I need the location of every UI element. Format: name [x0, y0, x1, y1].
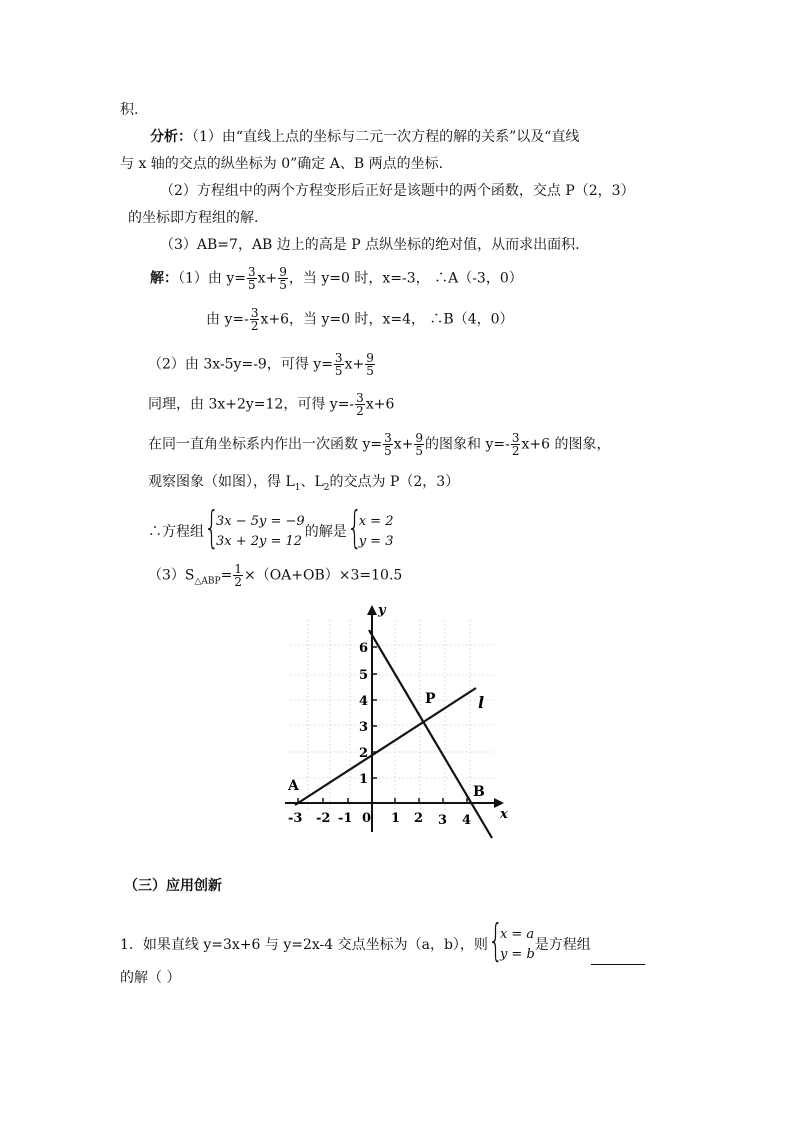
solution-4-mid1: x+ — [393, 436, 414, 453]
analysis-line-2: （2）方程组中的两个方程变形后正好是该题中的两个函数，交点 P（2，3） — [160, 183, 635, 199]
numerator: 3 — [248, 265, 256, 279]
denominator: 5 — [415, 444, 424, 458]
fraction — [511, 432, 521, 457]
x-tick-label: 1 — [391, 811, 401, 826]
equals-sign: = — [220, 567, 233, 584]
x-tick-label: 4 — [462, 813, 472, 828]
point-p-label: P — [425, 691, 436, 707]
solution-line-1b — [206, 307, 514, 332]
answer-blank[interactable] — [591, 950, 645, 965]
line-l-label: l — [478, 693, 485, 712]
solution-1b-prefix: 由 y=- — [206, 311, 249, 328]
solution-3-suffix: x+6 — [365, 396, 395, 413]
solution-x: x = 2 — [358, 514, 394, 529]
y-axis-label: y — [378, 603, 386, 618]
solution-7-prefix: （3）S — [148, 567, 195, 584]
solution-4-prefix: 在同一直角坐标系内作出一次函数 y= — [148, 436, 383, 453]
analysis-label: 分析： — [150, 129, 192, 145]
denominator: 2 — [250, 319, 259, 333]
y-tick-label: 6 — [359, 641, 369, 656]
x-tick-label: 3 — [438, 813, 448, 828]
question-system-y: y = b — [499, 947, 535, 962]
section-title: （三）应用创新 — [124, 878, 222, 894]
analysis-line-1 — [150, 127, 579, 147]
origin-label: 0 — [362, 811, 372, 826]
equation-system-label: ∴方程组 — [148, 524, 204, 540]
fraction — [414, 432, 424, 457]
line-l2 — [369, 630, 492, 838]
triangle-subscript: △ABP — [194, 576, 221, 587]
numerator: 3 — [250, 306, 259, 320]
solution-line-2 — [148, 352, 376, 377]
fraction — [233, 563, 243, 588]
question-1 — [120, 915, 645, 966]
equation-2: 3x + 2y = 12 — [216, 534, 303, 549]
solution-system — [346, 502, 394, 553]
denominator: 2 — [356, 404, 364, 418]
solution-3-prefix: 同理，由 3x+2y=12，可得 y=- — [148, 396, 355, 413]
solution-1-prefix: （1）由 y= — [178, 270, 246, 287]
question-1-suffix: 是方程组 — [534, 937, 591, 953]
point-a-label: A — [288, 778, 299, 794]
question-system-x: x = a — [499, 927, 535, 942]
coordinate-graph — [280, 600, 510, 845]
numerator: 3 — [511, 431, 520, 445]
x-tick-label: -1 — [338, 811, 353, 826]
y-tick-label: 1 — [359, 772, 369, 787]
y-tick-label: 4 — [359, 694, 369, 709]
point-b-label: B — [473, 784, 485, 800]
solution-5-b: 、L — [300, 474, 324, 490]
fraction — [355, 392, 365, 417]
solution-y: y = 3 — [358, 534, 394, 549]
denominator: 5 — [334, 364, 343, 378]
x-tick-label: 2 — [414, 811, 424, 826]
y-axis-arrow-icon — [367, 605, 377, 615]
fraction — [365, 352, 375, 377]
analysis-line-3: （3）AB=7，AB 边上的高是 P 点纵坐标的绝对值，从而求出面积. — [160, 237, 580, 253]
question-1-line-2: 的解（ ） — [120, 970, 181, 986]
solution-line-4 — [148, 432, 610, 457]
brace-icon: { — [487, 915, 504, 966]
brace-icon: { — [204, 502, 220, 553]
y-tick-label: 3 — [359, 720, 369, 735]
numerator: 3 — [356, 391, 364, 405]
fraction — [334, 352, 344, 377]
numerator: 3 — [334, 351, 343, 365]
solution-2-prefix: （2）由 3x-5y=-9，可得 y= — [148, 356, 333, 373]
numerator: 3 — [384, 431, 392, 445]
x-axis-label: x — [500, 807, 508, 822]
numerator: 9 — [279, 265, 287, 279]
solution-4-mid2: 的图象和 y=- — [425, 436, 510, 453]
grid — [290, 620, 495, 810]
denominator: 5 — [384, 444, 392, 458]
solution-6-mid: 的解是 — [304, 524, 347, 540]
subscript-1: 1 — [294, 482, 301, 493]
solution-4-suffix: x+6 的图象， — [521, 436, 611, 453]
top-fragment: 积. — [120, 102, 139, 118]
solution-1-mid: x+ — [257, 270, 278, 287]
analysis-line-2b: 的坐标即方程组的解. — [128, 210, 259, 226]
numerator: 1 — [234, 562, 242, 576]
line-l1 — [295, 688, 476, 805]
denominator: 2 — [511, 444, 520, 458]
solution-1b-suffix: x+6，当 y=0 时，x=4， ∴B（4，0） — [260, 311, 514, 328]
denominator: 5 — [279, 278, 287, 292]
equation-1: 3x − 5y = −9 — [216, 514, 305, 529]
solution-label: 解： — [150, 270, 178, 287]
question-1-prefix: 1．如果直线 y=3x+6 与 y=2x-4 交点坐标为（a，b），则 — [120, 937, 488, 953]
fraction — [247, 266, 257, 291]
solution-2-mid: x+ — [344, 356, 365, 373]
equation-system — [204, 502, 305, 553]
y-tick-label: 2 — [359, 746, 369, 761]
solution-1-suffix: ，当 y=0 时，x=-3， ∴A（-3，0） — [288, 270, 523, 287]
fraction — [250, 307, 260, 332]
solution-line-3 — [148, 392, 394, 417]
analysis-line-1b: 与 x 轴的交点的纵坐标为 0”确定 A、B 两点的坐标. — [120, 156, 444, 172]
solution-line-5 — [148, 472, 459, 498]
solution-7-suffix: ×（OA+OB）×3=10.5 — [243, 567, 403, 584]
solution-5-c: 的交点为 P（2，3） — [329, 474, 460, 490]
x-tick-label: -3 — [288, 811, 303, 826]
fraction — [278, 266, 288, 291]
analysis-text-1: （1）由“直线上点的坐标与二元一次方程的解的关系”以及“直线 — [192, 129, 580, 145]
x-tick-label: -2 — [316, 811, 331, 826]
brace-icon: { — [346, 502, 363, 553]
solution-line-7 — [148, 563, 402, 591]
y-tick-label: 5 — [359, 668, 369, 683]
fraction — [383, 432, 393, 457]
subscript-2: 2 — [323, 482, 330, 493]
solution-line-6 — [148, 502, 394, 553]
numerator: 9 — [366, 351, 374, 365]
question-system — [487, 915, 535, 966]
denominator: 5 — [248, 278, 256, 292]
solution-line-1 — [150, 266, 523, 291]
denominator: 5 — [366, 364, 374, 378]
numerator: 9 — [415, 431, 424, 445]
denominator: 2 — [234, 575, 242, 589]
solution-5-a: 观察图象（如图），得 L — [148, 474, 295, 490]
